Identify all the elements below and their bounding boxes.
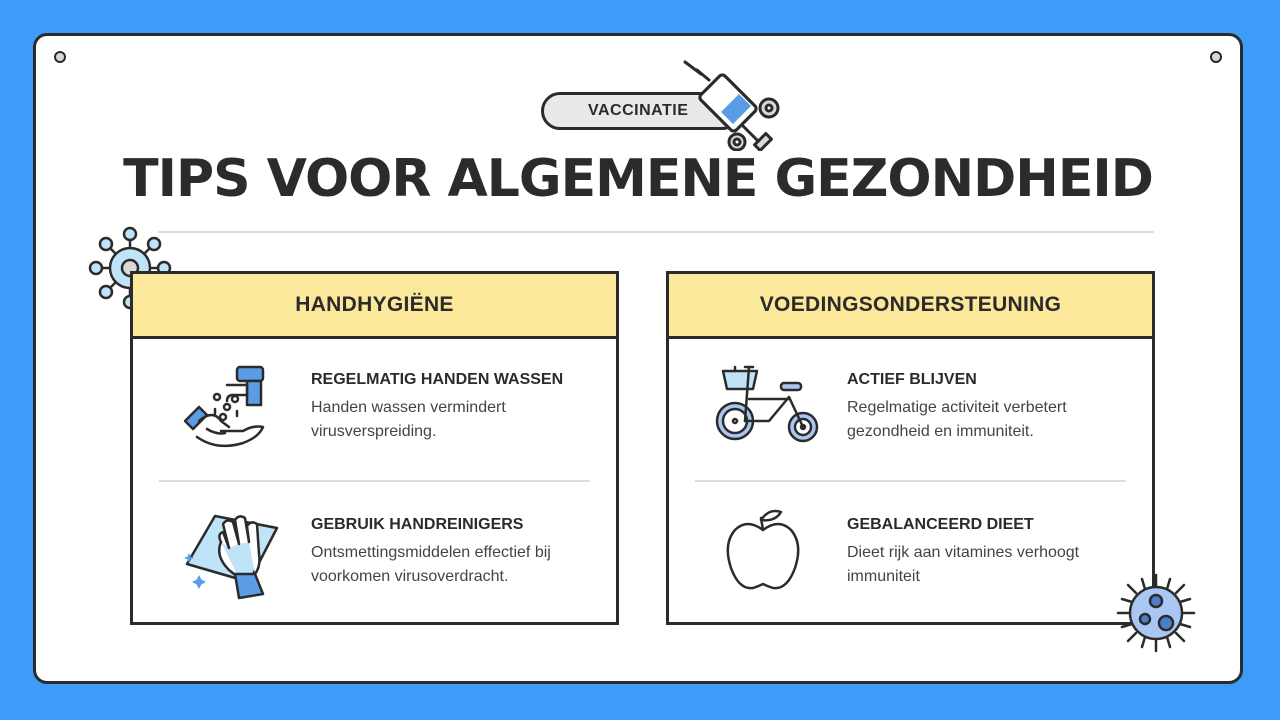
list-item — [669, 504, 1152, 624]
card-title: HANDHYGIËNE — [133, 274, 616, 339]
apple-icon — [713, 504, 813, 604]
item-text: Handen wassen vermindert virusverspreiding. — [311, 399, 506, 440]
list-item — [133, 504, 616, 624]
title-divider — [158, 231, 1154, 233]
glove-wipe-icon — [177, 504, 287, 604]
item-text: Regelmatige activiteit verbetert gezondheid en immuniteit. — [847, 399, 1067, 440]
item-divider — [159, 480, 590, 482]
pin-dot — [54, 51, 66, 63]
page-title: TIPS VOOR ALGEMENE GEZONDHEID — [123, 149, 1153, 209]
card-title: VOEDINGSONDERSTEUNING — [669, 274, 1152, 339]
list-item — [133, 359, 616, 479]
bicycle-icon — [713, 359, 823, 459]
syringe-icon — [681, 56, 791, 151]
item-text: Ontsmettingsmiddelen effectief bij voorkomen virusoverdracht. — [311, 544, 551, 585]
pin-dot — [1210, 51, 1222, 63]
slide — [33, 33, 1243, 684]
item-heading: ACTIEF BLIJVEN — [847, 371, 977, 388]
bacteria-icon — [1114, 571, 1198, 655]
item-divider — [695, 480, 1126, 482]
item-heading: GEBRUIK HANDREINIGERS — [311, 516, 524, 533]
item-heading: GEBALANCEERD DIEET — [847, 516, 1034, 533]
list-item — [669, 359, 1152, 479]
item-text: Dieet rijk aan vitamines verhoogt immuniteit — [847, 544, 1080, 585]
hand-hygiene-card — [130, 271, 619, 625]
hand-washing-icon — [177, 359, 277, 459]
nutrition-card — [666, 271, 1155, 625]
badge-label: VACCINATIE — [588, 102, 689, 119]
item-heading: REGELMATIG HANDEN WASSEN — [311, 371, 564, 388]
